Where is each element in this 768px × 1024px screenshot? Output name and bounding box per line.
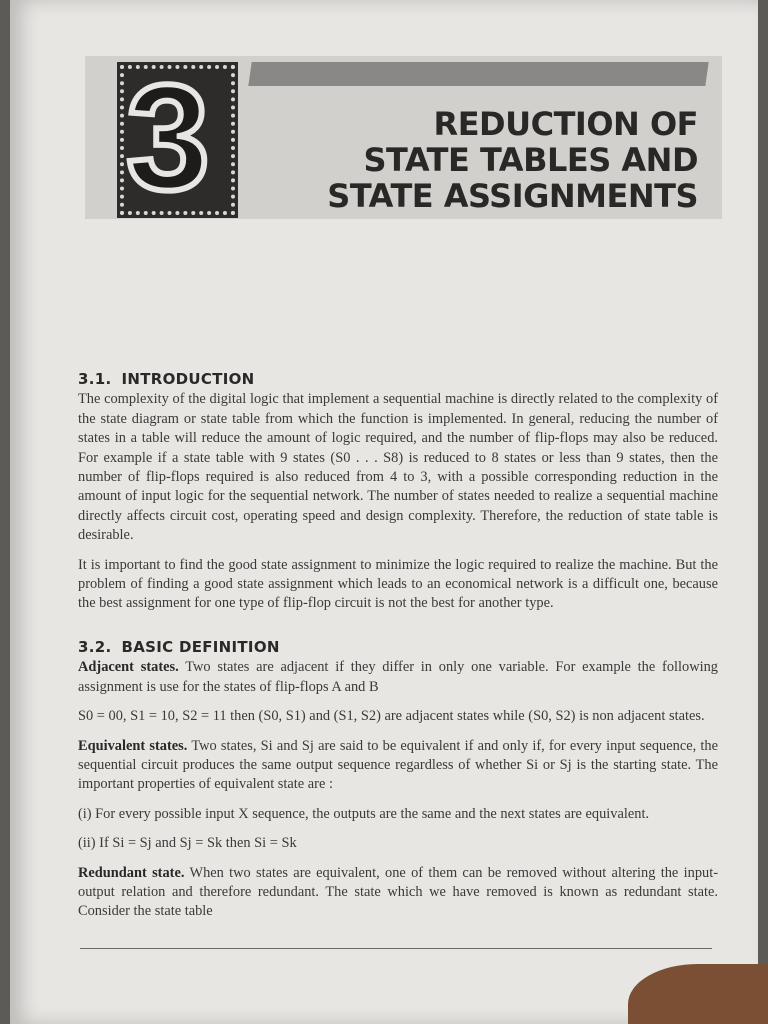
page-bottom-rule [80, 948, 712, 949]
term-label: Equivalent states. [78, 737, 188, 754]
term-label: Redundant state. [78, 864, 185, 881]
section-number: 3.1. [78, 370, 112, 388]
section-title: BASIC DEFINITION [121, 637, 280, 656]
chapter-header-band [248, 62, 708, 86]
chapter-title-line: STATE TABLES AND [363, 141, 698, 179]
chapter-title-line: STATE ASSIGNMENTS [327, 177, 698, 215]
section-number: 3.2. [78, 637, 112, 656]
paragraph: It is important to find the good state assignment to minimize the logic required to realize the machine. But the problem of finding a good state assignment which leads to an economical network is a difficult one, because the best assignment for one type of flip-flop circuit is not the best for another type. [78, 556, 718, 612]
equivalence-property: (ii) If Si = Sj and Sj = Sk then Si = Sk [78, 835, 297, 852]
adjacent-states-example: S0 = 00, S1 = 10, S2 = 11 then (S0, S1) and (S1, S2) are adjacent states while (S0, S2) is non adjacent states. [78, 708, 705, 725]
section-heading-basic-definition [78, 638, 718, 657]
redundant-state-definition [78, 864, 718, 922]
term-label: Adjacent states. [78, 659, 179, 676]
chapter-title [258, 106, 698, 214]
section-title: INTRODUCTION [121, 370, 255, 388]
adjacent-states-definition [78, 658, 718, 697]
chapter-title-line: REDUCTION OF [433, 105, 698, 143]
definition-text: Two states are adjacent if they differ in only one variable. For example the following assignment is use for the states of flip-flops A and B [78, 659, 718, 695]
paragraph: The complexity of the digital logic that implement a sequential machine is directly related to the complexity of the state diagram or state table from which the function is implemented. In general, reducing the number of states in a table will reduce the amount of logic required, and the number of flip-flops may also be reduced. For example if a state table with 9 states (S0 . . . S8) is reduced to 8 states or less than 9 states, then the number of flip-flops required is also reduced from 4 to 3, with a possible corresponding reduction in the amount of input logic for the sequential network. The number of states needed to realize a sequential machine directly affects circuit cost, operating speed and design complexity. Therefore, the reduction of state table is desirable. [78, 391, 718, 544]
chapter-content [78, 370, 718, 932]
equivalence-property: (i) For every possible input X sequence, the outputs are the same and the next states are equivalent. [78, 805, 650, 822]
definition-text: Two states, Si and Sj are said to be equivalent if and only if, for every input sequence, the sequential circuit produces the same output sequence regardless of whether Si or Sj is the starting state. The important properties of equivalent state are : [78, 737, 718, 793]
chapter-number: 3 [126, 53, 210, 221]
definition-text: When two states are equivalent, one of them can be removed without altering the input-output relation and therefore redundant. The state which we have removed is known as redundant state. Consider the state table [78, 864, 718, 920]
section-heading-introduction [78, 370, 718, 389]
equivalent-states-definition [78, 737, 718, 795]
